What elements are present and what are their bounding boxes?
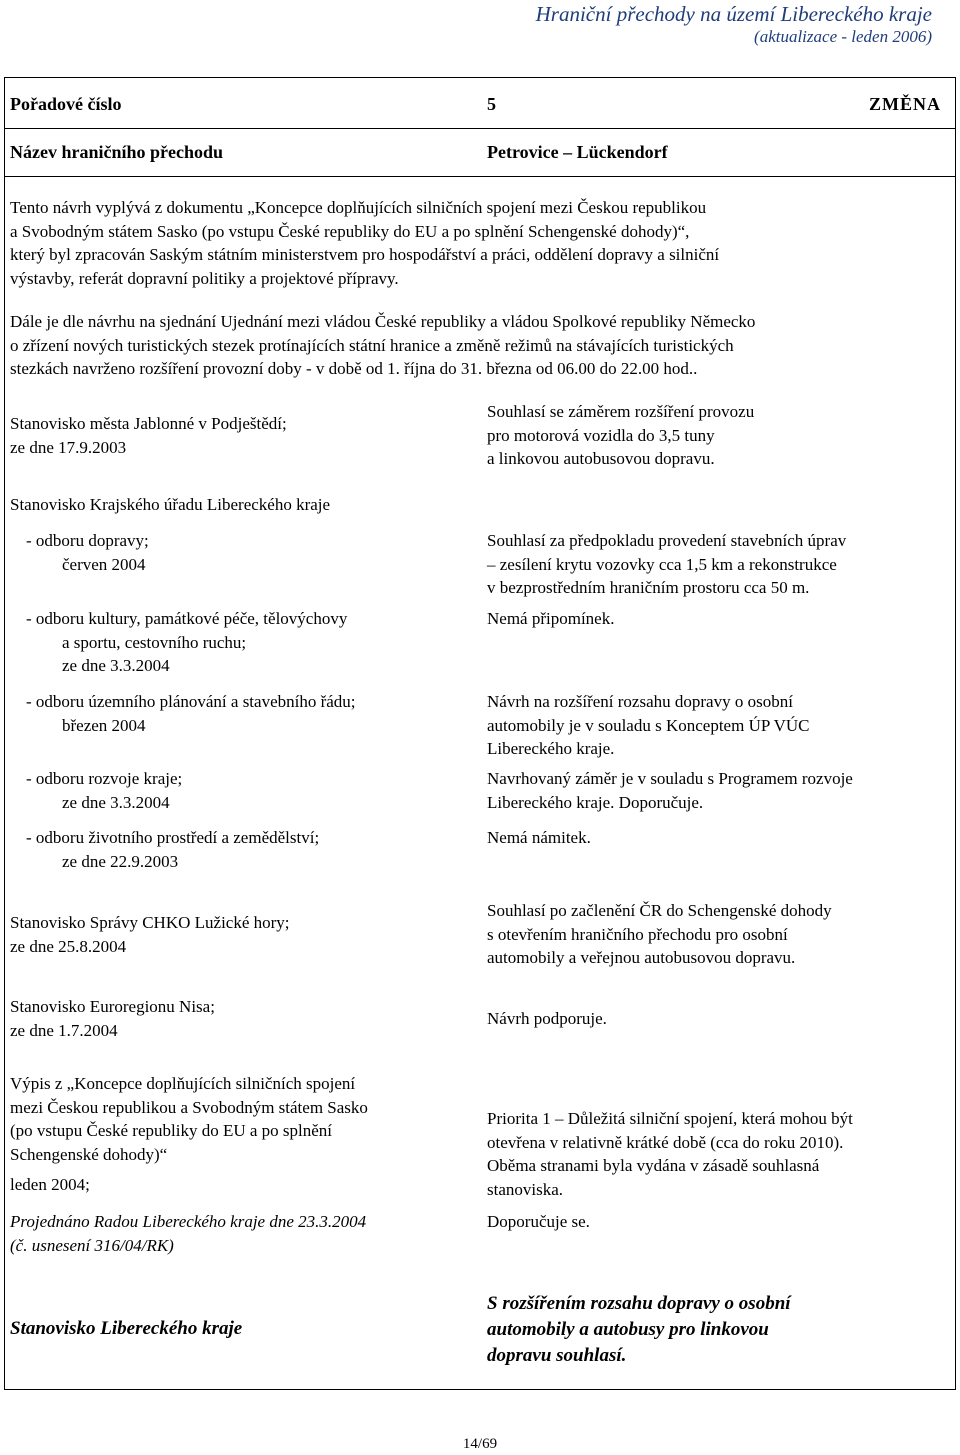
statement-odbor-zivotniho-date: ze dne 22.9.2003 [62,851,179,871]
document-subtitle: (aktualizace - leden 2006) [754,27,932,46]
change-badge: ZMĚNA [869,94,941,114]
response-odbor-kultury: Nemá připomínek. [487,609,615,628]
final-statement: automobily a autobusy pro linkovou [487,1319,769,1340]
statement-vypis-date: leden 2004; [10,1175,90,1194]
response-jablonne: pro motorová vozidla do 3,5 tuny [487,425,715,445]
response-euroregion: Návrh podporuje. [487,1009,607,1028]
statement-vypis: mezi Českou republikou a Svobodným státem Sasko [10,1097,368,1117]
page-number: 14/69 [462,1436,498,1452]
statement-odbor-uzemniho-date: březen 2004 [62,715,146,735]
response-odbor-zivotniho: Nemá námitek. [487,828,591,847]
response-vypis: stanoviska. [487,1179,564,1199]
response-jablonne: Souhlasí se záměrem rozšíření provozu [487,402,755,421]
paragraph-line: stezkách navrženo rozšíření provozní doby - v době od 1. října do 31. března od 06.00 do 22.00 hod.. [10,359,698,379]
paragraph-line: Tento návrh vyplývá z dokumentu „Koncepce doplňujících silničních spojení mezi Českou republikou [10,198,707,217]
council-note: Projednáno Radou Libereckého kraje dne 23.3.2004 [10,1212,367,1231]
statement-odbor-rozvoje-date: ze dne 3.3.2004 [62,792,170,812]
response-odbor-uzemniho: Libereckého kraje. [487,739,615,759]
statement-odbor-kultury-date: ze dne 3.3.2004 [62,656,170,676]
response-vypis: Priorita 1 – Důležitá silniční spojení, která mohou být [487,1109,853,1128]
order-value: 5 [487,94,496,114]
response-council: Doporučuje se. [487,1212,590,1231]
response-odbor-rozvoje: Navrhovaný záměr je v souladu s Programem rozvoje [487,769,853,788]
paragraph-line: a Svobodným státem Sasko (po vstupu České republiky do EU a po splnění Schengenské dohody)“, [10,221,690,241]
statement-odbor-kultury: a sportu, cestovního ruchu; [62,632,247,652]
response-odbor-dopravy: – zesílení krytu vozovky cca 1,5 km a rekonstrukce [487,554,837,574]
response-vypis: otevřena v relativně krátké době (cca do roku 2010). [487,1132,844,1152]
final-statement: dopravu souhlasí. [487,1345,627,1366]
response-odbor-uzemniho: Návrh na rozšíření rozsahu dopravy o osobní [487,692,793,711]
statement-euroregion: Stanovisko Euroregionu Nisa; [10,997,215,1016]
statement-odbor-uzemniho: - odboru územního plánování a stavebního řádu; [26,692,356,711]
response-odbor-rozvoje: Libereckého kraje. Doporučuje. [487,792,704,812]
statement-odbor-dopravy: - odboru dopravy; [26,531,149,550]
final-statement: S rozšířením rozsahu dopravy o osobní [487,1293,791,1314]
statement-vypis: Schengenské dohody)“ [10,1144,168,1164]
statement-odbor-rozvoje: - odboru rozvoje kraje; [26,769,183,788]
response-odbor-dopravy: v bezprostředním hraničním prostoru cca 50 m. [487,578,810,598]
row-divider [5,128,955,129]
statement-vypis: Výpis z „Koncepce doplňujících silničních spojení [10,1074,356,1093]
document-title: Hraniční přechody na území Libereckého kraje [535,2,932,26]
response-odbor-dopravy: Souhlasí za předpokladu provedení stavebních úprav [487,531,847,550]
final-statement-label: Stanovisko Libereckého kraje [10,1318,243,1339]
row-divider [5,176,955,177]
council-resolution: (č. usnesení 316/04/RK) [10,1235,174,1255]
statement-chko: Stanovisko Správy CHKO Lužické hory; [10,913,290,932]
order-label: Pořadové číslo [10,94,122,114]
paragraph-line: který byl zpracován Saským státním ministerstvem pro hospodářství a práci, oddělení dopravy a silniční [10,245,720,265]
response-chko: Souhlasí po začlenění ČR do Schengenské dohody [487,901,832,920]
statement-chko-date: ze dne 25.8.2004 [10,936,127,956]
paragraph-line: výstavby, referát dopravní politiky a projektové přípravy. [10,268,399,288]
statement-krajsky-urad: Stanovisko Krajského úřadu Libereckého kraje [10,495,331,514]
statement-jablonne-date: ze dne 17.9.2003 [10,437,127,457]
response-chko: s otevřením hraničního přechodu pro osobní [487,924,788,944]
crossing-name-label: Název hraničního přechodu [10,142,224,162]
statement-odbor-zivotniho: - odboru životního prostředí a zemědělství; [26,828,320,847]
response-vypis: Oběma stranami byla vydána v zásadě souhlasná [487,1156,820,1176]
response-chko: automobily a veřejnou autobusovou dopravu. [487,948,796,968]
response-jablonne: a linkovou autobusovou dopravu. [487,449,715,469]
statement-odbor-dopravy-date: červen 2004 [62,554,146,574]
statement-jablonne: Stanovisko města Jablonné v Podještědí; [10,414,287,433]
statement-euroregion-date: ze dne 1.7.2004 [10,1020,118,1040]
response-odbor-uzemniho: automobily je v souladu s Konceptem ÚP VÚC [487,715,810,735]
statement-odbor-kultury: - odboru kultury, památkové péče, tělovýchovy [26,609,348,628]
paragraph-line: o zřízení nových turistických stezek protínajících státní hranice a změně režimů na stávajících turistických [10,335,734,355]
crossing-name-value: Petrovice – Lückendorf [487,142,668,162]
statement-vypis: (po vstupu České republiky do EU a po splnění [10,1121,333,1141]
paragraph-line: Dále je dle návrhu na sjednání Ujednání mezi vládou České republiky a vládou Spolkové republiky Německo [10,312,756,331]
